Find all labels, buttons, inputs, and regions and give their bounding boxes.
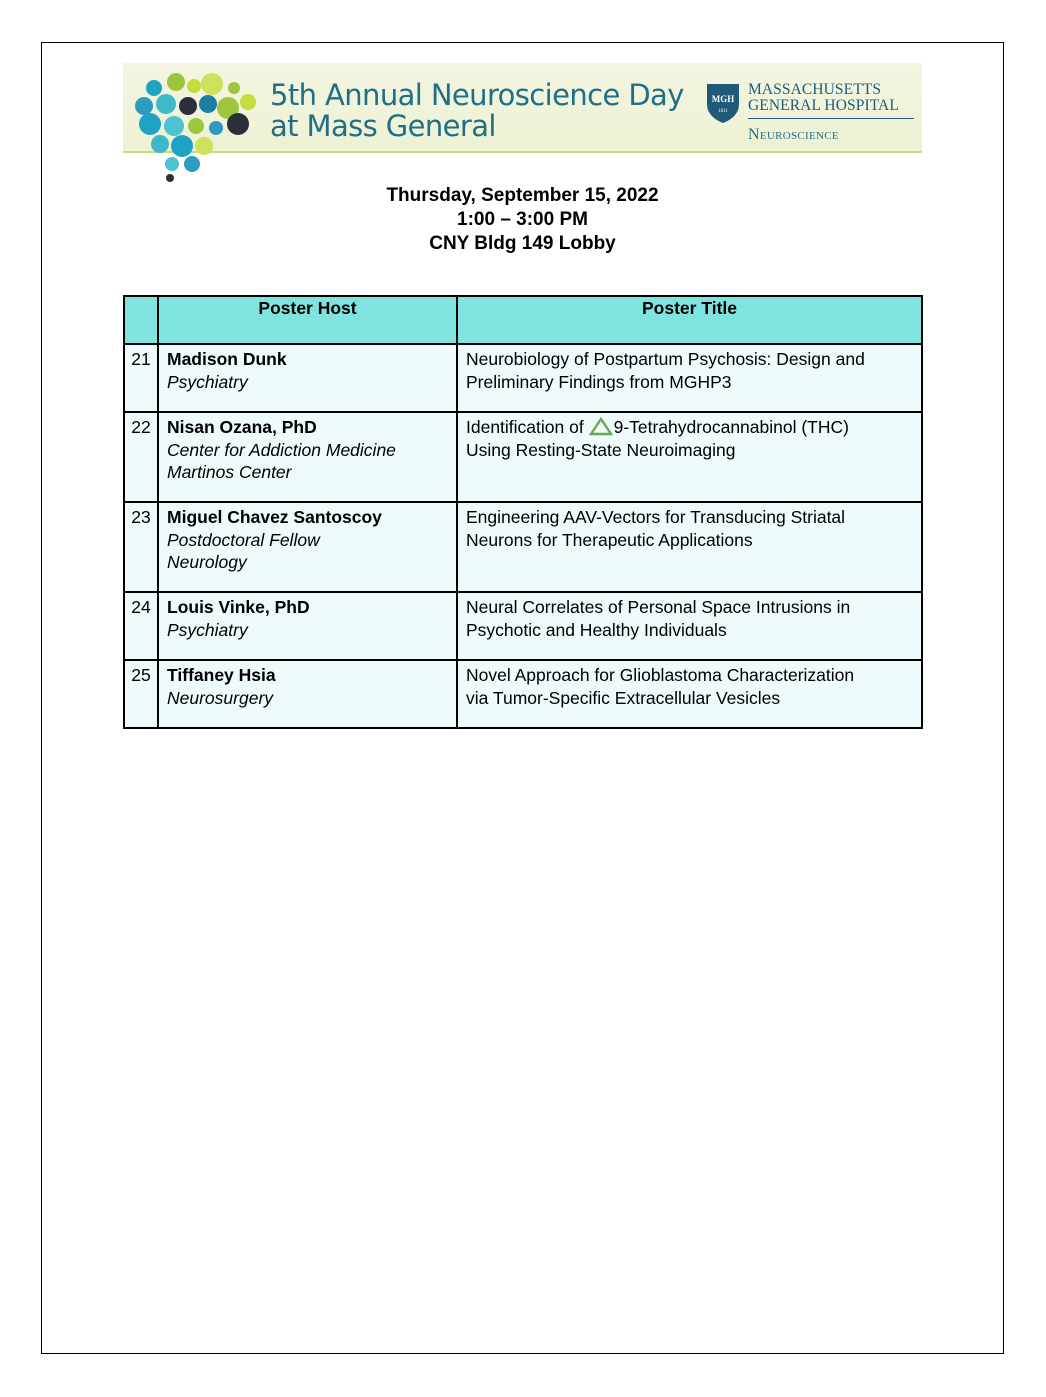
table-row [124, 502, 922, 592]
host-affiliation: Postdoctoral Fellow [167, 529, 320, 550]
poster-host-cell [158, 344, 457, 412]
host-name: Miguel Chavez Santoscoy [167, 507, 382, 527]
mgh-shield-text: MGH [711, 94, 735, 104]
table-header-row [124, 296, 922, 344]
poster-host-cell [158, 502, 457, 592]
poster-host-cell [158, 660, 457, 728]
event-details [123, 184, 922, 256]
poster-title-line: Using Resting-State Neuroimaging [466, 439, 736, 460]
host-name: Madison Dunk [167, 349, 287, 369]
table-row [124, 412, 922, 502]
poster-title-cell [457, 344, 922, 412]
mgh-shield-icon [705, 82, 741, 124]
poster-number: 24 [124, 592, 158, 660]
header-poster-host: Poster Host [158, 296, 457, 344]
poster-number: 21 [124, 344, 158, 412]
poster-title-line: Neurons for Therapeutic Applications [466, 529, 753, 550]
poster-title-line: via Tumor-Specific Extracellular Vesicles [466, 687, 781, 708]
hospital-name-line2: GENERAL HOSPITAL [748, 97, 899, 114]
poster-number: 25 [124, 660, 158, 728]
hospital-logo [705, 80, 915, 146]
header-poster-title: Poster Title [457, 296, 922, 344]
host-name: Nisan Ozana, PhD [167, 417, 317, 437]
poster-title-cell [457, 412, 922, 502]
poster-title-line: Novel Approach for Glioblastoma Characterization [466, 665, 855, 685]
poster-number: 23 [124, 502, 158, 592]
table-row [124, 660, 922, 728]
table-row [124, 344, 922, 412]
poster-title-line: Engineering AAV-Vectors for Transducing Striatal [466, 507, 846, 527]
poster-host-cell [158, 592, 457, 660]
department-name: Neuroscience [748, 126, 839, 143]
poster-title-cell [457, 502, 922, 592]
table-row [124, 592, 922, 660]
host-name: Tiffaney Hsia [167, 665, 276, 685]
poster-title-line: Preliminary Findings from MGHP3 [466, 371, 732, 392]
poster-title-cell [457, 660, 922, 728]
event-time: 1:00 – 3:00 PM [457, 209, 588, 230]
poster-title-line [466, 416, 913, 439]
hospital-name-line1: MASSACHUSETTS [748, 81, 882, 98]
host-affiliation: Neurosurgery [167, 687, 274, 708]
poster-table [123, 295, 923, 729]
poster-title-prefix: Identification of [466, 417, 584, 437]
poster-title-suffix: 9-Tetrahydrocannabinol (THC) [613, 417, 849, 437]
host-affiliation: Psychiatry [167, 371, 248, 392]
host-affiliation: Martinos Center [167, 462, 292, 482]
poster-title-line: Psychotic and Healthy Individuals [466, 619, 727, 640]
event-date: Thursday, September 15, 2022 [386, 185, 659, 206]
poster-title-line: Neural Correlates of Personal Space Intrusions in [466, 597, 851, 617]
host-affiliation: Neurology [167, 552, 247, 572]
poster-title-line: Neurobiology of Postpartum Psychosis: Design and [466, 349, 865, 369]
host-affiliation: Center for Addiction Medicine [167, 439, 396, 460]
hospital-divider [748, 118, 914, 119]
event-title-line2: at Mass General [270, 109, 496, 143]
event-title [270, 80, 684, 142]
delta-icon [589, 417, 613, 436]
poster-number: 22 [124, 412, 158, 502]
poster-title-cell [457, 592, 922, 660]
event-title-line1: 5th Annual Neuroscience Day [270, 78, 684, 112]
host-affiliation: Psychiatry [167, 619, 248, 640]
neuroscience-logo-icon [130, 66, 260, 184]
hospital-name [748, 82, 899, 114]
mgh-shield-year: 1811 [718, 109, 728, 114]
host-name: Louis Vinke, PhD [167, 597, 310, 617]
poster-host-cell [158, 412, 457, 502]
event-location: CNY Bldg 149 Lobby [429, 233, 616, 254]
header-number [124, 296, 158, 344]
